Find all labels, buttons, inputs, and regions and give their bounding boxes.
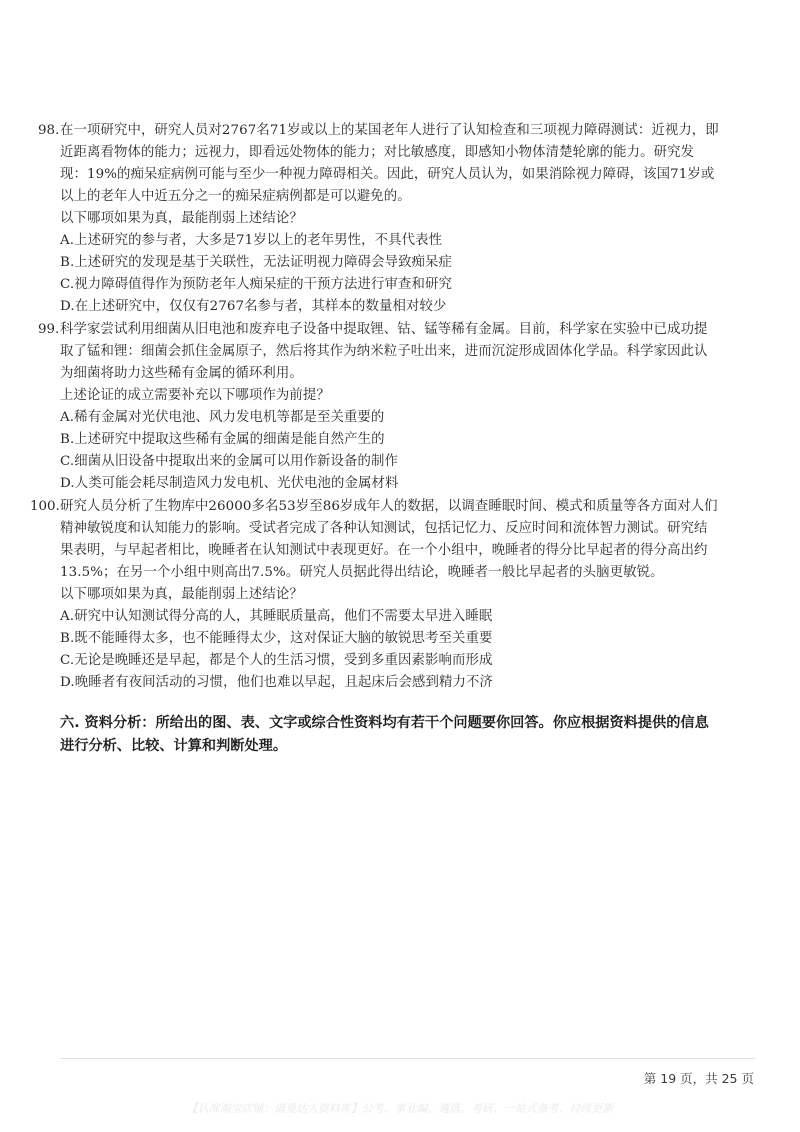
option-a: A.稀有金属对光伏电池、风力发电机等都是至关重要的: [60, 410, 385, 425]
option-a: A.研究中认知测试得分高的人，其睡眠质量高，他们不需要太早进入睡眠: [60, 609, 493, 624]
section-heading: [60, 712, 750, 758]
question-text-line: 近距离看物体的能力；远视力，即看远处物体的能力；对比敏感度，即感知小物体清楚轮廓的能力。研究发: [60, 145, 695, 160]
footer-divider: [60, 1058, 755, 1059]
section-heading-line: 进行分析、比较、计算和判断处理。: [60, 738, 288, 754]
option-b: B.既不能睡得太多，也不能睡得太少，这对保证大脑的敏锐思考至关重要: [60, 631, 493, 646]
watermark-text: 【认准淘宝店铺：道曼达人资料库】公考、事业编、遴选、考研、一站式备考、持续更新: [186, 1102, 614, 1115]
option-c: C.无论是晚睡还是早起，都是个人的生活习惯，受到多重因素影响而形成: [60, 653, 493, 668]
question-text-line: 精神敏锐度和认知能力的影响。受试者完成了各种认知测试，包括记忆力、反应时间和流体智力测试。研究结: [60, 521, 708, 536]
question-prompt: 以下哪项如果为真，最能削弱上述结论？: [60, 587, 303, 602]
question-number: 98.: [38, 123, 60, 138]
question-prompt: 上述论证的成立需要补充以下哪项作为前提？: [60, 388, 330, 403]
question-text-line: 13.5%；在另一个小组中则高出7.5%。研究人员据此得出结论，晚睡者一般比早起者的头脑更敏锐。: [60, 565, 664, 580]
question-text-line: 取了锰和锂：细菌会抓住金属原子，然后将其作为纳米粒子吐出来，进而沉淀形成固体化学品。科学家因此认: [60, 344, 708, 359]
option-d: D.晚睡者有夜间活动的习惯，他们也难以早起，且起床后会感到精力不济: [60, 675, 493, 690]
option-b: B.上述研究中提取这些稀有金属的细菌是能自然产生的: [60, 432, 385, 447]
section-heading-line: 六. 资料分析：所给出的图、表、文字或综合性资料均有若干个问题要你回答。你应根据资料提供的信息: [60, 715, 709, 731]
question-number: 99.: [38, 322, 60, 337]
option-a: A.上述研究的参与者，大多是71岁以上的老年男性，不具代表性: [60, 233, 443, 248]
option-d: D.在上述研究中，仅仅有2767名参与者，其样本的数量相对较少: [60, 299, 447, 314]
page-number: 第 19 页，共 25 页: [643, 1071, 754, 1086]
question-text-line: 以上的老年人中近五分之一的痴呆症病例都是可以避免的。: [60, 189, 411, 204]
option-b: B.上述研究的发现是基于关联性，无法证明视力障碍会导致痴呆症: [60, 255, 453, 270]
question-text-line: 果表明，与早起者相比，晚睡者在认知测试中表现更好。在一个小组中，晚睡者的得分比早起者的得分高出约: [60, 543, 708, 558]
option-d: D.人类可能会耗尽制造风力发电机、光伏电池的金属材料: [60, 476, 399, 491]
question-text-line: 科学家尝试利用细菌从旧电池和废弃电子设备中提取锂、钴、锰等稀有金属。目前，科学家在实验中已成功提: [60, 322, 708, 337]
question-number: 100.: [30, 499, 60, 514]
question-text-line: 研究人员分析了生物库中26000多名53岁至86岁成年人的数据，以调查睡眠时间、模式和质量等各方面对人们: [60, 499, 718, 514]
question-prompt: 以下哪项如果为真，最能削弱上述结论？: [60, 211, 303, 226]
question-text-line: 为细菌将助力这些稀有金属的循环利用。: [60, 366, 303, 381]
question-text-line: 在一项研究中，研究人员对2767名71岁或以上的某国老年人进行了认知检查和三项视力障碍测试：近视力，即: [60, 123, 719, 138]
option-c: C.细菌从旧设备中提取出来的金属可以用作新设备的制作: [60, 454, 398, 469]
question-text-line: 现：19%的痴呆症病例可能与至少一种视力障碍相关。因此，研究人员认为，如果消除视力障碍，该国71岁或: [60, 167, 715, 182]
option-c: C.视力障碍值得作为预防老年人痴呆症的干预方法进行审查和研究: [60, 277, 452, 292]
